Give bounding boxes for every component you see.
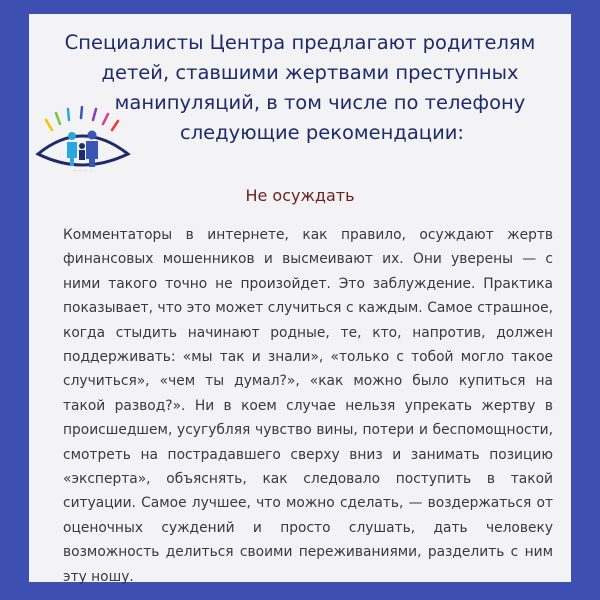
recommendation-text: Комментаторы в интернете, как правило, осуждают жертв финансовых мошенников и высмеивают их. Они уверены — с ними такого точно не произойдет. Это заблуждение. Практика показывает, что это может случиться с каждым. Самое страшное, когда стыдить начинают родные, те, кто, напротив, должен поддерживать: «мы так и знали», «только с тобой могло такое случиться», «чем ты думал?», «как можно было купиться на такой развод?». Ни в коем случае нельзя упрекать жертву в происшедшем, усугубляя чувство вины, потери и беспомощности, смотреть на пострадавшего сверху вниз и занимать позицию «эксперта», объяснять, как следовало поступить в такой ситуации. Самое лучшее, что можно сделать, — воздержаться от оценочных суждений и просто слушать, дать человеку возможность делиться своими переживаниями, разделить с ним эту ношу. — [63, 227, 553, 585]
title-line-1: Специалисты Центра предлагают родителям — [64, 31, 536, 54]
family-eye-logo-icon — [34, 106, 132, 178]
title-line-2: детей, ставшими жертвами преступных — [101, 61, 519, 84]
section-title: Не осуждать — [245, 186, 355, 205]
title-line-3: манипуляций, в том числе по телефону — [114, 91, 526, 114]
svg-text:· · · · · · · ·: · · · · · · · · — [73, 168, 93, 173]
content-card — [29, 14, 571, 585]
title-line-4: следующие рекомендации: — [179, 121, 465, 144]
